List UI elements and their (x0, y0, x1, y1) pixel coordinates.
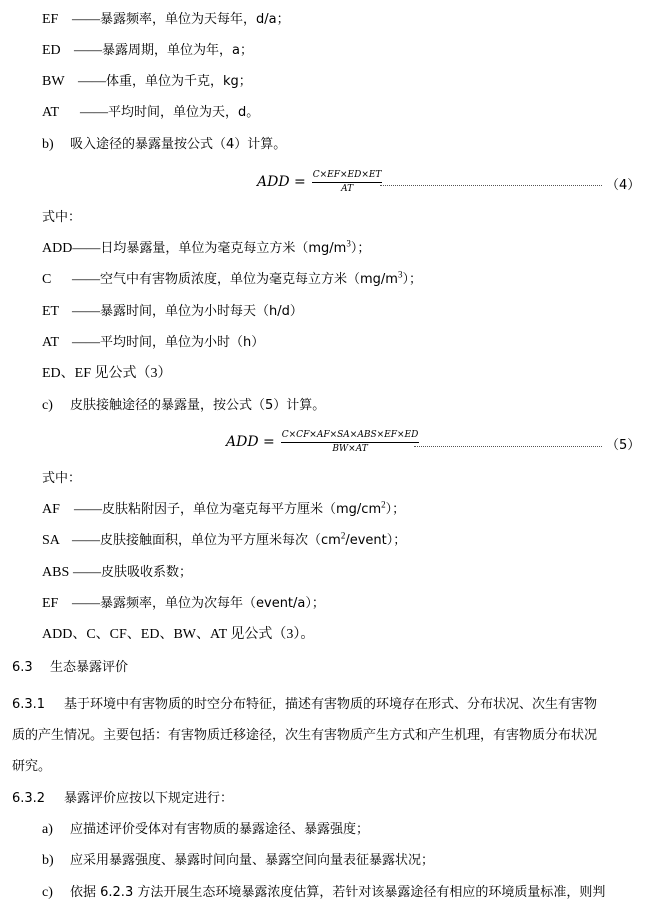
see-formula-text: ADD、C、CF、ED、BW、AT 见公式（3）。 (42, 627, 315, 642)
definition-dash: —— (72, 12, 100, 27)
formula-5 (226, 424, 419, 460)
list-marker: a) (42, 822, 53, 837)
superscript: 3 (346, 238, 351, 249)
definition-symbol: C (42, 272, 52, 287)
definition-text: 体重，单位为千克，kg； (106, 74, 252, 89)
list-item-text: 依据 6.2.3 方法开展生态环境暴露浓度估算，若针对该暴露途径有相应的环境质量标准，则判 (70, 885, 606, 900)
clause-number: 6.3.2 (12, 791, 46, 806)
formula-numerator: C×CF×AF×SA×ABS×EF×ED (281, 430, 420, 443)
definition-at (42, 104, 259, 122)
clause-6-3-1-line-2: 质的产生情况。主要包括：有害物质迁移途径，次生有害物质产生方式和产生机理，有害物质分布状况 (12, 728, 598, 743)
definition-dash: —— (72, 596, 100, 611)
section-number: 6.3 (12, 660, 33, 675)
definition-ef (42, 11, 290, 29)
list-marker: b) (42, 853, 54, 868)
clause-6-3-1-line-1 (12, 696, 597, 714)
definition-dash: —— (80, 105, 108, 120)
definition-text: 皮肤粘附因子，单位为毫克每平方厘米（mg/cm (102, 502, 382, 517)
see-formula-note (42, 626, 314, 644)
section-title: 生态暴露评价 (50, 660, 129, 675)
formula-4-leader (380, 185, 602, 186)
definition-tail: ）； (402, 272, 422, 287)
definition-symbol: ED (42, 43, 61, 58)
see-formula-text: ED、EF 见公式（3） (42, 366, 172, 381)
list-item-text: 皮肤接触途径的暴露量，按公式（5）计算。 (70, 398, 326, 413)
definition-text: 皮肤吸收系数； (101, 565, 193, 580)
definition-sa (42, 532, 406, 550)
definition-symbol: ADD (42, 241, 73, 256)
formula-5-number: （5） (606, 438, 641, 453)
definition-bw (42, 73, 252, 91)
definition-add (42, 240, 370, 258)
definition-abs (42, 564, 192, 582)
definition-tail: ）； (385, 502, 406, 517)
definition-text: 空气中有害物质浓度，单位为毫克每立方米（mg/m (100, 272, 398, 287)
definition-symbol: AF (42, 502, 60, 517)
definition-symbol: ABS (42, 565, 70, 580)
clause-text: 暴露评价应按以下规定进行： (64, 791, 234, 806)
definition-dash: —— (72, 335, 100, 350)
list-item-text: 应采用暴露强度、暴露时间向量、暴露空间向量表征暴露状况； (70, 853, 435, 868)
formula-lhs: ADD = (226, 434, 275, 450)
superscript: 3 (397, 269, 403, 280)
list-marker: c) (42, 398, 53, 413)
formula-fraction (312, 170, 383, 195)
definition-et (42, 303, 303, 321)
list-item-b (42, 852, 434, 870)
definition-symbol: SA (42, 533, 60, 548)
definition-text: 暴露周期，单位为年，a； (102, 43, 253, 58)
definition-af (42, 501, 405, 519)
definition-symbol: EF (42, 12, 59, 27)
definition-c (42, 271, 422, 289)
definition-dash: —— (72, 304, 100, 319)
definition-text: 平均时间，单位为天，d。 (108, 105, 260, 120)
clause-number: 6.3.1 (12, 697, 46, 712)
formula-denominator: BW×AT (332, 443, 368, 454)
definition-text: 平均时间，单位为小时（h） (100, 335, 265, 350)
formula-numerator: C×EF×ED×ET (312, 170, 383, 183)
section-heading (12, 659, 128, 677)
formula-4-number: （4） (606, 178, 641, 193)
list-item-c (42, 884, 605, 902)
definition-dash: —— (74, 502, 102, 517)
definition-ef-events (42, 595, 325, 613)
formula-4 (257, 164, 382, 200)
see-formula-note (42, 365, 172, 383)
list-item-b (42, 136, 286, 154)
definition-symbol: AT (42, 335, 60, 350)
list-item-c (42, 397, 325, 415)
clause-text: 基于环境中有害物质的时空分布特征，描述有害物质的环境存在形式、分布状况、次生有害物 (64, 697, 598, 712)
definition-text: 暴露频率，单位为天每年，d/a； (100, 12, 290, 27)
superscript: 2 (340, 530, 346, 541)
list-item-text: 应描述评价受体对有害物质的暴露途径、暴露强度； (70, 822, 370, 837)
formula-denominator: AT (341, 183, 354, 194)
definition-symbol: EF (42, 596, 59, 611)
definition-text: 日均暴露量，单位为毫克每立方米（mg/m (100, 241, 347, 256)
formula-fraction (281, 430, 420, 455)
formula-5-leader (414, 446, 602, 447)
definition-symbol: ET (42, 304, 60, 319)
definition-text: 暴露时间，单位为小时每天（h/d） (100, 304, 303, 319)
definition-tail: ）； (350, 241, 371, 256)
clause-6-3-2 (12, 790, 233, 808)
definition-dash: —— (78, 74, 106, 89)
definition-symbol: BW (42, 74, 65, 89)
list-marker: c) (42, 885, 53, 900)
list-marker: b) (42, 137, 54, 152)
list-item-text: 吸入途径的暴露量按公式（4）计算。 (70, 137, 287, 152)
definition-dash: —— (73, 565, 101, 580)
where-label: 式中： (42, 471, 82, 486)
definition-dash: —— (72, 272, 100, 287)
where-label: 式中： (42, 210, 82, 225)
definition-dash: —— (72, 241, 101, 256)
list-item-a (42, 821, 369, 839)
definition-dash: —— (72, 533, 100, 548)
definition-ed (42, 42, 253, 60)
definition-at-hours (42, 334, 264, 352)
clause-6-3-1-line-3: 研究。 (12, 759, 52, 774)
definition-symbol: AT (42, 105, 60, 120)
definition-text: 皮肤接触面积，单位为平方厘米每次（cm (100, 533, 341, 548)
definition-dash: —— (74, 43, 102, 58)
superscript: 2 (381, 499, 386, 510)
definition-text: 暴露频率，单位为次每年（event/a）； (100, 596, 325, 611)
definition-tail: /event）； (345, 533, 407, 548)
formula-lhs: ADD = (257, 174, 306, 190)
